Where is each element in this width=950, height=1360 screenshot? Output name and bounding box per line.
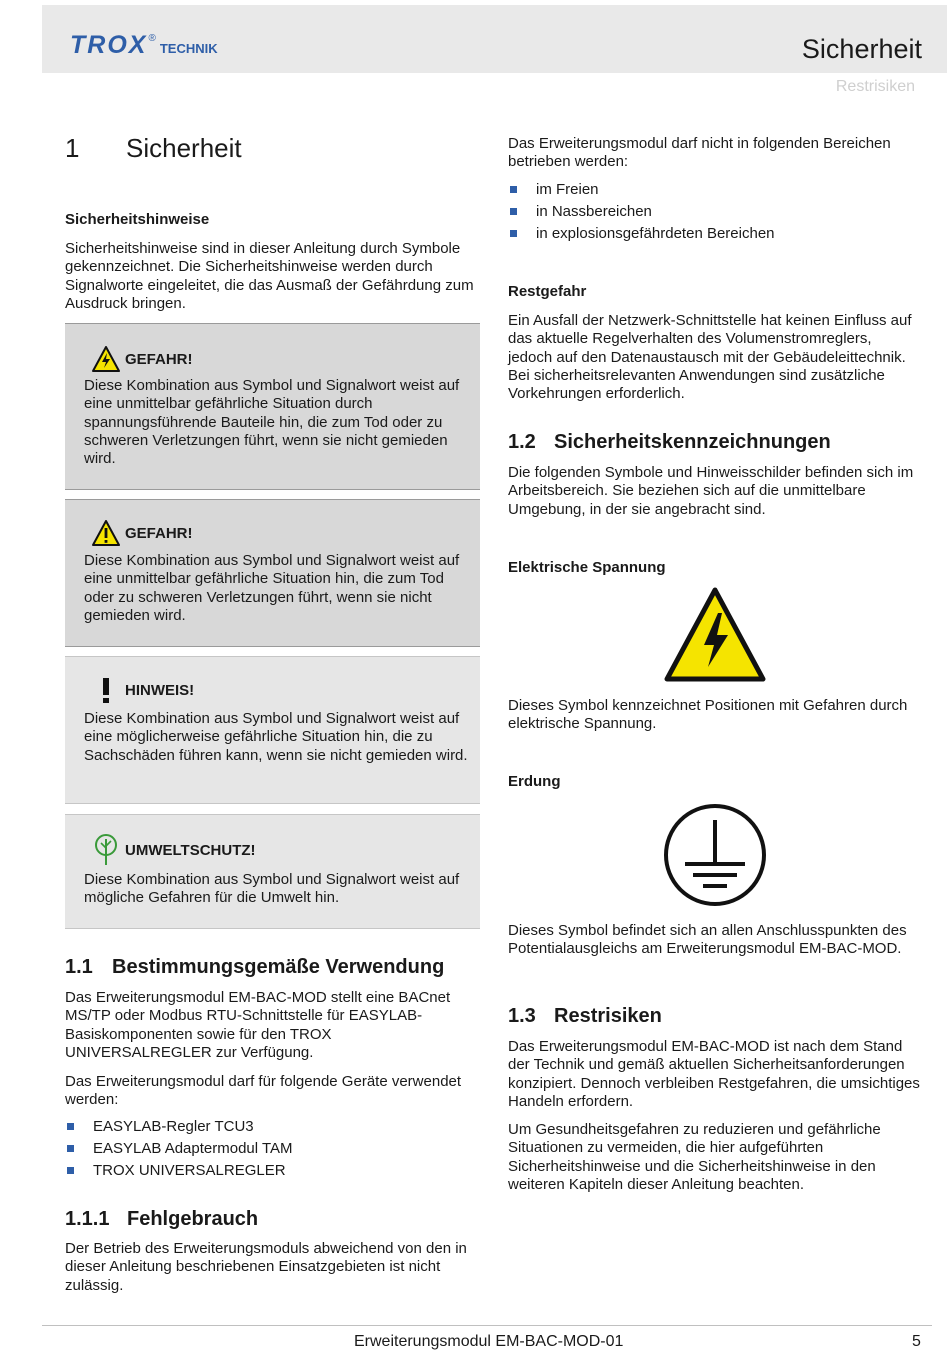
header-title: Sicherheit bbox=[801, 34, 922, 64]
box-text: Diese Kombination aus Symbol und Signalwort weist auf eine unmittelbar gefährliche Situation hin, die zum Tod oder zu schweren Verletzungen führt, wenn sie nicht gemieden wird. bbox=[84, 552, 460, 624]
not-allowed-text: Das Erweiterungsmodul darf nicht in folgenden Bereichen betrieben werden: bbox=[508, 135, 891, 171]
section-number: 1.1 bbox=[65, 956, 93, 978]
section-number: 1 bbox=[65, 133, 80, 163]
page-number: 5 bbox=[912, 1333, 921, 1350]
electric-warning-icon bbox=[91, 344, 121, 374]
section-title: Restrisiken bbox=[554, 1005, 662, 1027]
logo-registered: ® bbox=[148, 33, 156, 44]
section-title: Fehlgebrauch bbox=[127, 1208, 259, 1230]
box-label: UMWELTSCHUTZ! bbox=[125, 841, 256, 859]
list-item: in Nassbereichen bbox=[508, 201, 908, 223]
residual-risks-text-2: Um Gesundheitsgefahren zu reduzieren und gefährliche Situationen zu vermeiden, die hier aufgeführten Sicherheitshinweise und die Sicherheitshinweise in den weiteren Kapiteln dieser Anleitung beachten. bbox=[508, 1121, 881, 1193]
restgefahr-text: Ein Ausfall der Netzwerk-Schnittstelle hat keinen Einfluss auf das aktuelle Regelverhalten des Volumenstromreglers, jedoch auf den Datenaustausch mit der Gebäudeleittechnik. Bei sicherheitsrelevanten Anwendungen sind zusätzliche Vorkehrungen erforderlich. bbox=[508, 312, 912, 403]
section-1-1-1-heading bbox=[65, 1208, 258, 1231]
section-number: 1.3 bbox=[508, 1005, 536, 1027]
devices-intro-text: Das Erweiterungsmodul darf für folgende Geräte verwendet werden: bbox=[65, 1073, 462, 1109]
box-text: Diese Kombination aus Symbol und Signalwort weist auf eine möglicherweise gefährliche Situation hin, die zu Sachschäden führen kann, wenn sie nicht gemieden wird. bbox=[84, 710, 468, 764]
list-item: EASYLAB Adaptermodul TAM bbox=[65, 1138, 480, 1160]
section-1-1-heading bbox=[65, 956, 444, 979]
section-1-heading bbox=[65, 133, 242, 164]
electric-voltage-heading: Elektrische Spannung bbox=[508, 559, 666, 576]
list-item: in explosionsgefährdeten Bereichen bbox=[508, 223, 908, 245]
box-text: Diese Kombination aus Symbol und Signalwort weist auf eine unmittelbar gefährliche Situation durch spannungsführende Bauteile hin, die zum Tod oder zu schweren Verletzungen führt, wenn sie nicht gemieden wird. bbox=[84, 377, 460, 468]
list-item: TROX UNIVERSALREGLER bbox=[65, 1160, 480, 1182]
list-item: EASYLAB-Regler TCU3 bbox=[65, 1116, 480, 1138]
box-header bbox=[91, 518, 193, 548]
intended-use-text: Das Erweiterungsmodul EM-BAC-MOD stellt eine BACnet MS/TP oder Modbus RTU-Schnittstelle für EASYLAB-Basiskomponenten sowie für den TROX UNIVERSALREGLER zur Verfügung. bbox=[65, 989, 451, 1061]
earthing-text: Dieses Symbol befindet sich an allen Anschlusspunkten des Potentialausgleichs am Erweiterungsmodul EM-BAC-MOD. bbox=[508, 922, 907, 958]
header-subtitle: Restrisiken bbox=[835, 78, 915, 95]
logo-sub: TECHNIK bbox=[159, 41, 218, 56]
notice-box bbox=[65, 656, 480, 804]
section-title: Bestimmungsgemäße Verwendung bbox=[112, 956, 445, 978]
section-title: Sicherheitskennzeichnungen bbox=[554, 431, 831, 453]
misuse-text: Der Betrieb des Erweiterungsmoduls abweichend von den in dieser Anleitung beschriebenen Einsatzgebieten ist nicht zulässig. bbox=[65, 1240, 467, 1294]
box-label: HINWEIS! bbox=[125, 681, 195, 699]
box-header bbox=[91, 344, 193, 374]
electric-voltage-text: Dieses Symbol kennzeichnet Positionen mit Gefahren durch elektrische Spannung. bbox=[508, 697, 908, 733]
residual-risks-text-1: Das Erweiterungsmodul EM-BAC-MOD ist nach dem Stand der Technik und gemäß aktuellen Sicherheitsanforderungen konzipiert. Dennoch verbleiben Restgefahren, die umsichtiges Handeln erfordern. bbox=[508, 1038, 920, 1110]
logo-main: TROX bbox=[70, 31, 148, 59]
earthing-icon bbox=[662, 802, 768, 908]
footer-divider bbox=[42, 1325, 932, 1326]
section-1-2-heading bbox=[508, 431, 831, 454]
environment-box bbox=[65, 814, 480, 929]
footer-title: Erweiterungsmodul EM-BAC-MOD-01 bbox=[354, 1333, 624, 1350]
areas-list bbox=[508, 179, 908, 245]
exclamation-icon bbox=[91, 675, 121, 705]
section-number: 1.1.1 bbox=[65, 1208, 110, 1230]
box-label: GEFAHR! bbox=[125, 350, 193, 368]
tree-icon bbox=[91, 835, 121, 865]
box-header bbox=[91, 675, 194, 705]
warning-icon bbox=[91, 518, 121, 548]
restgefahr-heading: Restgefahr bbox=[508, 283, 587, 300]
danger-box-electric bbox=[65, 323, 480, 490]
box-label: GEFAHR! bbox=[125, 524, 193, 542]
box-header bbox=[91, 835, 256, 865]
section-number: 1.2 bbox=[508, 431, 536, 453]
section-title: Sicherheit bbox=[126, 133, 242, 163]
earthing-heading: Erdung bbox=[508, 773, 561, 790]
section-1-3-heading bbox=[508, 1005, 662, 1028]
safety-notes-text: Sicherheitshinweise sind in dieser Anleitung durch Symbole gekennzeichnet. Die Sicherheitshinweise werden durch Signalworte eingeleitet, die das Ausmaß der Gefährdung zum Ausdruck bringen. bbox=[65, 240, 474, 312]
electric-voltage-sign-icon bbox=[664, 587, 766, 683]
box-text: Diese Kombination aus Symbol und Signalwort weist auf mögliche Gefahren für die Umwelt hin. bbox=[84, 871, 460, 907]
markings-text: Die folgenden Symbole und Hinweisschilder befinden sich im Arbeitsbereich. Sie beziehen sich auf die unmittelbare Umgebung, in der sie angebracht sind. bbox=[508, 464, 914, 518]
list-item: im Freien bbox=[508, 179, 908, 201]
safety-notes-heading: Sicherheitshinweise bbox=[65, 211, 210, 228]
danger-box-general bbox=[65, 499, 480, 647]
devices-list bbox=[65, 1116, 480, 1182]
trox-logo bbox=[70, 31, 218, 57]
